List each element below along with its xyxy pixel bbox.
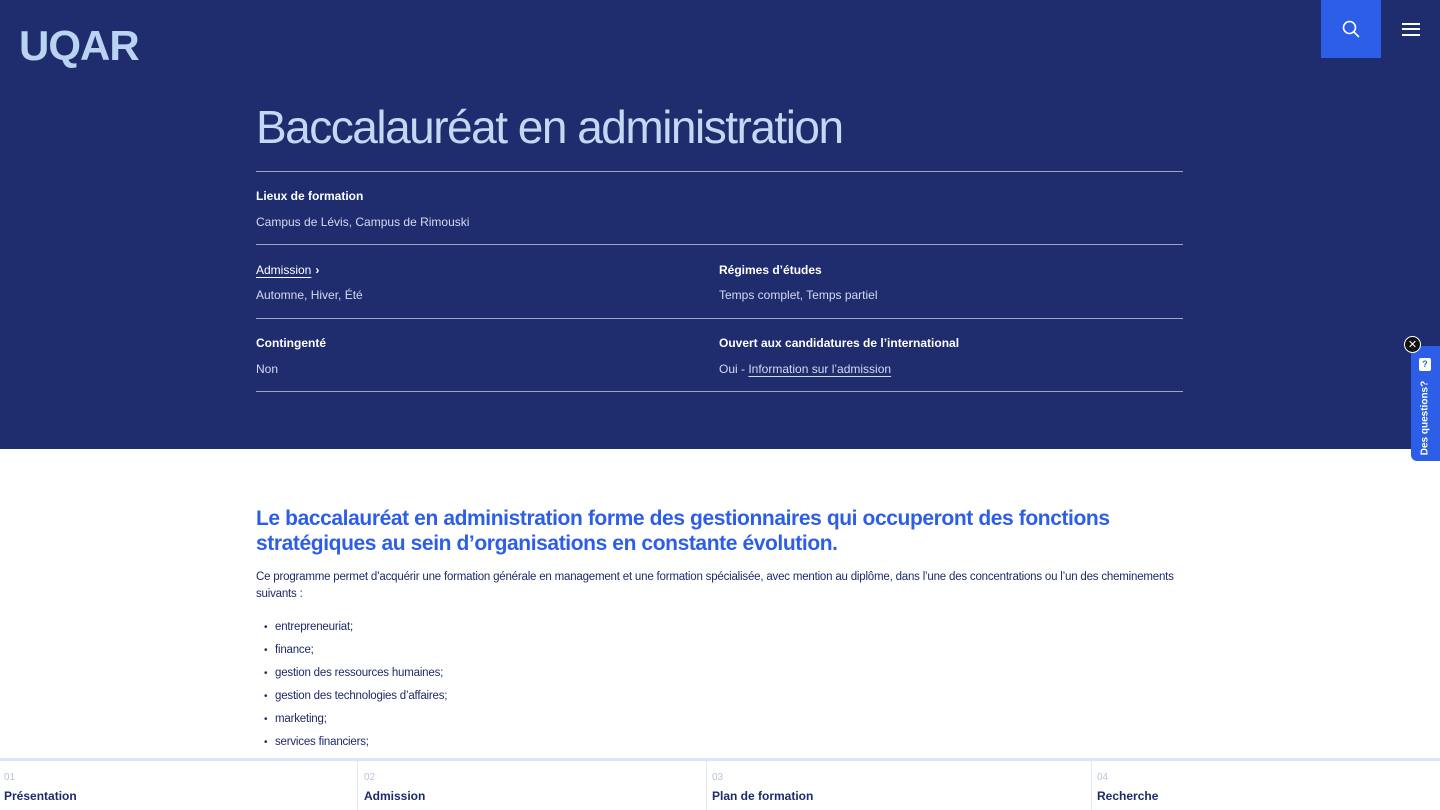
international-label: Ouvert aux candidatures de l’international bbox=[719, 336, 960, 350]
list-item-text: entrepreneuriat; bbox=[275, 621, 353, 633]
chevron-right-icon: › bbox=[315, 263, 320, 277]
intro-paragraph: Ce programme permet d’acquérir une formation générale en management et une formation spécialisée, avec mention au diplôme, dans l’une des concentrations ou l’un des cheminements suivants : bbox=[256, 571, 1174, 600]
regimes-label: Régimes d’études bbox=[719, 263, 822, 277]
tab-number: 04 bbox=[1097, 772, 1109, 783]
list-item-text: finance; bbox=[275, 644, 314, 656]
search-button[interactable] bbox=[1321, 0, 1381, 58]
contingente-label: Contingenté bbox=[256, 336, 326, 350]
list-item-text: services financiers; bbox=[275, 736, 369, 748]
tab-number: 03 bbox=[712, 772, 724, 783]
list-item bbox=[264, 662, 447, 685]
divider bbox=[256, 171, 1183, 172]
uqar-logo[interactable]: UQAR bbox=[19, 22, 139, 69]
international-value bbox=[719, 361, 891, 377]
admission-link[interactable] bbox=[256, 262, 319, 278]
section-tabs bbox=[0, 758, 1440, 810]
page-title: Baccalauréat en administration bbox=[256, 101, 843, 153]
list-item bbox=[264, 685, 447, 708]
menu-button[interactable] bbox=[1381, 0, 1440, 58]
search-icon bbox=[1342, 20, 1360, 38]
contingente-value: Non bbox=[256, 362, 279, 376]
close-widget-button[interactable] bbox=[1404, 336, 1421, 353]
bullet-icon: • bbox=[264, 691, 268, 702]
tab-number: 01 bbox=[4, 772, 16, 783]
list-item bbox=[264, 639, 447, 662]
questions-widget[interactable] bbox=[1411, 346, 1440, 461]
bullet-icon: • bbox=[264, 714, 268, 725]
tab-admission[interactable] bbox=[360, 761, 707, 810]
tab-label: Admission bbox=[364, 789, 426, 803]
tab-recherche[interactable] bbox=[1093, 761, 1440, 810]
tab-label: Plan de formation bbox=[712, 789, 814, 803]
lieux-value: Campus de Lévis, Campus de Rimouski bbox=[256, 215, 470, 229]
admission-link-label[interactable]: Admission bbox=[256, 263, 312, 277]
questions-widget-label: Des questions? bbox=[1419, 380, 1431, 456]
chat-icon: ? bbox=[1419, 358, 1431, 371]
tab-plan-de-formation[interactable] bbox=[708, 761, 1092, 810]
bullet-icon: • bbox=[264, 668, 268, 679]
international-prefix: Oui - bbox=[719, 362, 749, 376]
list-item bbox=[264, 708, 447, 731]
hamburger-menu-icon bbox=[1402, 23, 1420, 36]
list-item bbox=[264, 616, 447, 639]
bullet-icon: • bbox=[264, 645, 268, 656]
bullet-icon: • bbox=[264, 622, 268, 633]
regimes-value: Temps complet, Temps partiel bbox=[719, 288, 878, 302]
divider bbox=[256, 244, 1183, 245]
tab-presentation[interactable] bbox=[0, 761, 358, 810]
list-item-text: marketing; bbox=[275, 713, 327, 725]
list-item bbox=[264, 731, 447, 754]
list-item-text: gestion des technologies d’affaires; bbox=[275, 690, 448, 702]
tab-label: Présentation bbox=[4, 789, 77, 803]
admission-value: Automne, Hiver, Été bbox=[256, 288, 363, 302]
lieux-label: Lieux de formation bbox=[256, 189, 364, 203]
divider bbox=[256, 391, 1183, 392]
bullet-icon: • bbox=[264, 737, 268, 748]
list-item-text: gestion des ressources humaines; bbox=[275, 667, 444, 679]
international-admission-link[interactable]: Information sur l’admission bbox=[748, 362, 892, 376]
tab-label: Recherche bbox=[1097, 789, 1159, 803]
divider bbox=[256, 318, 1183, 319]
concentrations-list bbox=[264, 616, 447, 754]
lead-heading: Le baccalauréat en administration forme des gestionnaires qui occuperont des fonctions stratégiques au sein d’organisations en constante évolution. bbox=[256, 507, 1110, 555]
close-icon: ✕ bbox=[1407, 339, 1418, 351]
tab-number: 02 bbox=[364, 772, 376, 783]
